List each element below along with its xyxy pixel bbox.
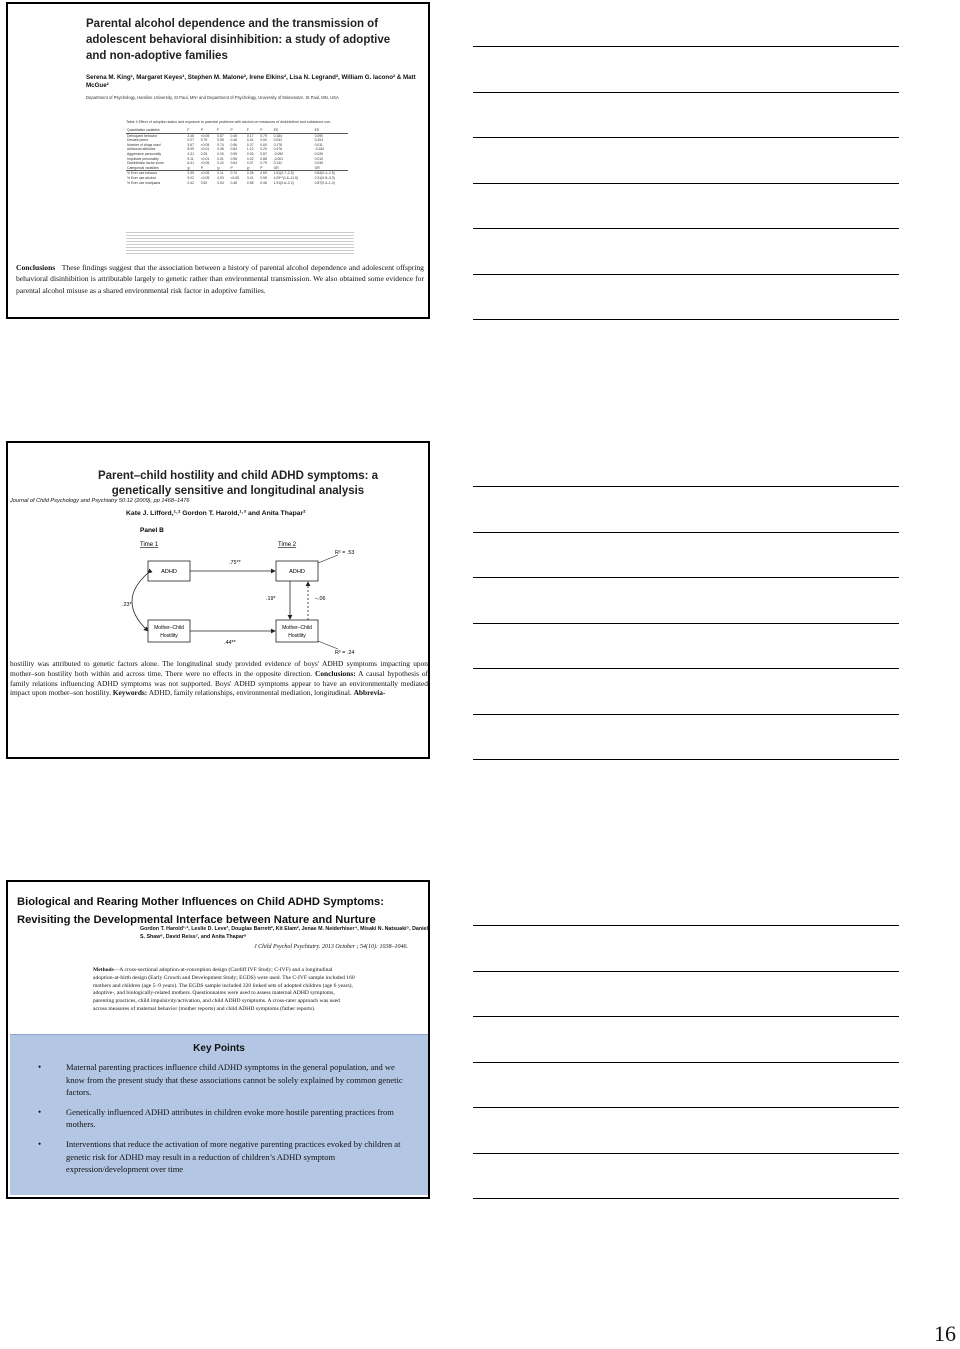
table-cell: P: [200, 166, 216, 171]
table-cell: 4.29**(1.6–11.5): [273, 175, 299, 180]
table-cell: <0.01: [200, 156, 210, 161]
table-cell: 0.84(0.4–2.5): [314, 171, 335, 176]
table-cell: 9.11: [187, 156, 194, 161]
note-line: [473, 183, 899, 184]
hostility-t1-line2: Hostility: [160, 633, 178, 639]
page-number: 16: [934, 1321, 956, 1346]
table-row-label: Disinhibition factor score: [127, 161, 164, 166]
table-cell: 0.22: [246, 156, 254, 161]
table-row-label: % Ever use tobacco: [127, 171, 158, 176]
table-cell: P: [229, 166, 245, 171]
key-points-box: [10, 1034, 428, 1195]
results-table: [126, 128, 348, 185]
slide-3: [6, 880, 430, 1199]
note-line: [473, 623, 899, 624]
key-point: • Maternal parenting practices influence child ADHD symptoms in the general population, and we know from the present study that these associations cannot be solely explained by common genetic factors.: [24, 1061, 414, 1099]
table-cell: 0.039: [314, 161, 324, 166]
abstract-part-3: ADHD, family relationships, environmental mediation, longitudinal.: [147, 688, 354, 698]
r2-top-pointer: [318, 555, 338, 563]
note-line: [473, 486, 899, 487]
time2-label: Time 2: [278, 542, 297, 548]
time1-label: Time 1: [140, 542, 159, 548]
table-cell: 0.79: [200, 138, 208, 143]
note-line: [473, 1153, 899, 1154]
table-cell: 0.184: [273, 133, 283, 138]
table-cell: P: [259, 166, 272, 171]
note-line: [473, 228, 899, 229]
table-cell: 0.57: [217, 133, 224, 138]
adhd-t1-label: ADHD: [161, 569, 177, 575]
table-row-label: Aggressive personality: [127, 151, 162, 156]
table-cell: 0.64: [230, 161, 238, 166]
table-cell: 0.79: [260, 161, 267, 166]
table-cell: P: [200, 128, 216, 133]
table-cell: 0.50: [260, 138, 267, 143]
table-cell: <0.01: [200, 147, 210, 152]
table-cell: χ²: [246, 166, 259, 171]
table-cell: 0.28: [246, 171, 254, 176]
table-cell: F: [246, 128, 259, 133]
table-cell: 2.31: [187, 151, 194, 156]
table-cell: OR: [273, 166, 314, 171]
table-row: [126, 181, 348, 186]
table-row: [126, 152, 348, 157]
slide-1-title: Parental alcohol dependence and the transmission of adolescent behavioral disinhibition: a study of adoptive and non-adoptive families: [86, 18, 391, 62]
abstract-part-1: hostility was attributed to genetic factors alone. The longitudinal study provided evidence of boys' ADHD symptoms impacting upon mother–son hostility both within and across time. There were no effects in the opposite direction.: [10, 659, 428, 678]
path-diagram: [8, 443, 430, 673]
table-cell: ES: [314, 128, 348, 133]
slide-1-affiliation: Department of Psychology, Hamline University, St Paul, MN¹ and Department of Psychology, University of Minnesota², St Paul, MN, USA: [86, 95, 339, 100]
r2-bottom-pointer: [318, 641, 338, 649]
key-points-list: [10, 1061, 414, 1183]
note-line: [473, 1198, 899, 1199]
table-cell: 0.41: [246, 138, 254, 143]
table-cell: 0.07: [187, 138, 194, 143]
table-cell: P: [259, 128, 272, 133]
coef-correlation: .23*: [122, 602, 132, 608]
table-title: Table 4 Effect of adoption status and exposure to parental problems with alcohol on measures of disinhibition and substance use.: [126, 120, 332, 124]
table-cell: 0.53: [217, 180, 224, 185]
note-line: [473, 319, 899, 320]
r2-bottom: R² = .24: [335, 650, 355, 656]
table-cell: <0.05: [200, 142, 210, 147]
table-cell: 0.29: [260, 147, 267, 152]
adhd-t2-label: ADHD: [289, 569, 305, 575]
table-cell: F: [216, 128, 229, 133]
table-cell: ES: [273, 128, 314, 133]
note-line: [473, 759, 899, 760]
hostility-t2-line2: Hostility: [288, 633, 306, 639]
table-cell: P: [229, 128, 245, 133]
table-cell: 0.96: [230, 156, 238, 161]
table-cell: 0.84: [230, 147, 238, 152]
slide-1: [6, 2, 430, 319]
table-cell: 9.02: [187, 175, 194, 180]
table-cell: 3.48: [187, 133, 194, 138]
table-cell: 3.67: [187, 142, 194, 147]
table-cell: 0.46: [230, 138, 238, 143]
table-cell: 0.45: [230, 133, 238, 138]
table-cell: 0.60: [260, 142, 267, 147]
note-line: [473, 714, 899, 715]
coef-adhd: .75**: [229, 560, 241, 566]
slide-3-title: Biological and Rearing Mother Influences on Child ADHD Symptoms: Revisiting the Developmental Interface between Nature and Nurture: [17, 896, 384, 926]
table-cell: 3.41: [246, 175, 254, 180]
slide-3-methods: [93, 967, 355, 1014]
r2-top: R² = .53: [335, 550, 355, 556]
table-cell: OR: [314, 166, 348, 171]
table-cell: 0.87(0.3–1.4): [314, 180, 335, 185]
table-cell: 0.178: [273, 142, 283, 147]
table-cell: 0.010: [314, 156, 324, 161]
table-cell: -0.184: [314, 147, 325, 152]
table-cell: F: [186, 128, 199, 133]
table-cell: 0.79: [260, 133, 267, 138]
table-row-label: % Ever use marijuana: [127, 180, 161, 185]
table-cell: 0.090: [314, 133, 324, 138]
path-correlation: [132, 573, 148, 631]
table-footnote: [126, 230, 354, 254]
table-cell: 0.07: [246, 161, 254, 166]
hostility-t1-line1: Mother–Child: [154, 625, 184, 631]
slide-3-authors: Gordon T. Harold¹·², Leslie D. Leve³, Douglas Barrett², Kit Elam², Jenae M. Neiderhiser⁴, Misaki N. Natsuaki⁵, Daniel S. Shaw⁶, David Reiss⁷, and Anita Thapar⁸: [140, 926, 428, 940]
methods-text: —A cross-sectional adoption-at-conception design (Cardiff IVF Study; C-IVF) and a longitudinal adoption-at-birth design (Early Growth and Development Study; EGDS) were used. The C-IVF sample included 160 mothers and children (age 5–9 years). The EGDS sample included 320 linked sets of adopted children (age 6 years), adoptive-, and biologically-related mothers. Questionnaires were used to assess maternal ADHD symptoms, parenting practices, child impulsivity/activation, and child ADHD symptoms. A cross-rater approach was used across measures of maternal behavior (mother reports) and child ADHD symptoms (father reports).: [93, 967, 355, 1012]
table-cell: 0.42: [187, 180, 194, 185]
table-cell: 1.91(0.6–2.2): [273, 180, 294, 185]
table-cell: 0.99: [230, 151, 238, 156]
table-cell: 0.011: [314, 142, 323, 147]
table-cell: 0.55: [217, 138, 224, 143]
key-points-title: Key Points: [193, 1043, 245, 1054]
coef-cross: .19*: [266, 596, 276, 602]
table-cell: 0.204: [314, 138, 324, 143]
table-cell: 0.11: [217, 171, 224, 176]
table-cell: 0.032: [273, 138, 283, 143]
note-line: [473, 274, 899, 275]
methods-label: Methods: [93, 967, 114, 973]
coef-dashed: –.06: [315, 596, 326, 602]
table-cell: χ²: [186, 166, 199, 171]
note-line: [473, 46, 899, 47]
note-line: [473, 1016, 899, 1017]
note-line: [473, 1062, 899, 1063]
table-cell: 0.026: [314, 151, 324, 156]
table-cell: 0.46: [260, 180, 267, 185]
note-line: [473, 532, 899, 533]
table-cell: 8.99: [187, 147, 194, 152]
slide-3-journal: J Child Psychol Psychiatry. 2013 October ; 54(10): 1038–1046.: [254, 944, 408, 950]
table-cell: <0.05: [230, 175, 240, 180]
table-row-label: Categorical variables: [126, 166, 186, 171]
note-line: [473, 1107, 899, 1108]
table-cell: 0.52: [200, 180, 208, 185]
table-cell: <0.05: [200, 133, 210, 138]
table-cell: <0.05: [200, 171, 210, 176]
table-cell: 0.25: [200, 151, 208, 156]
table-cell: 0.27: [246, 142, 254, 147]
table-cell: 0.03: [246, 151, 254, 156]
table-cell: 0.60: [260, 171, 267, 176]
note-line: [473, 971, 899, 972]
table-cell: <0.05: [200, 175, 210, 180]
table-cell: 0.48: [230, 180, 238, 185]
table-cell: -0.001: [273, 156, 284, 161]
note-line: [473, 668, 899, 669]
table-cell: 2.31(0.8–3.3): [314, 175, 335, 180]
table-cell: 4.93: [217, 175, 224, 180]
table-row-label: Antisocial attitudes: [127, 147, 156, 152]
abstract-abbrev: Abbrevia-: [353, 688, 386, 698]
conclusions-label: Conclusions: [16, 263, 56, 272]
slide-2: [6, 441, 430, 759]
table-cell: 0.74: [230, 171, 238, 176]
table-cell: 0.56: [230, 142, 238, 147]
table-cell: 2.55: [187, 171, 194, 176]
table-cell: 1.51(0.7–2.5): [273, 171, 294, 176]
hostility-t2-line1: Mother–Child: [282, 625, 312, 631]
table-row-label: % Ever use alcohol: [127, 175, 157, 180]
slide-2-authors: Kate J. Lifford,¹·² Gordon T. Harold,¹·³ and Anita Thapar²: [126, 510, 306, 517]
table-cell: 0.01: [217, 156, 224, 161]
slide-2-abstract: [10, 659, 428, 698]
table-cell: -0.090: [273, 151, 284, 156]
table-cell: 1.12: [246, 147, 254, 152]
abstract-part-2: A causal hypothesis of family relations influencing ADHD symptoms was not supported. Boys' ADHD symptoms appear to have an environmentally mediated impact upon mother–son hostility.: [10, 668, 428, 698]
table-cell: 0.88: [260, 156, 267, 161]
table-cell: χ²: [216, 166, 229, 171]
note-line: [473, 925, 899, 926]
key-point: • Interventions that reduce the activation of more negative parenting practices evoked by children at genetic risk for ADHD may result in a reduction of children’s ADHD symptom expression/development over time: [24, 1138, 414, 1176]
note-line: [473, 577, 899, 578]
table-cell: 0.87: [260, 151, 267, 156]
table-cell: 0.00: [217, 151, 224, 156]
table-row-label: Number of drugs used: [127, 142, 161, 147]
table-row-label: Quantitative variables: [126, 128, 186, 133]
table-cell: 0.74: [217, 142, 224, 147]
slide-1-authors: Serena M. King¹, Margaret Keyes², Stephen M. Malone², Irene Elkins², Lisa N. Legrand², William G. Iacono² & Matt McGue²: [86, 74, 416, 89]
table-cell: 6.41: [187, 161, 194, 166]
table-cell: 0.08: [217, 147, 224, 152]
table-cell: 0.55: [246, 180, 254, 185]
table-row-label: Delinquent behavior: [127, 133, 158, 138]
abstract-conclusions-label: Conclusions:: [315, 668, 356, 678]
abstract-keywords-label: Keywords:: [112, 688, 148, 698]
table-cell: 0.22: [217, 161, 224, 166]
table-cell: 0.98: [260, 175, 267, 180]
slide-2-title: Parent–child hostility and child ADHD symptoms: a genetically sensitive and longitudinal analysis: [97, 470, 379, 497]
note-line: [473, 92, 899, 93]
slide-2-journal: Journal of Child Psychology and Psychiatry 50:12 (2009), pp 1468–1476: [10, 498, 190, 504]
slide-1-conclusions: [16, 262, 424, 296]
table-cell: 0.17: [246, 133, 254, 138]
panel-label: Panel B: [140, 527, 164, 534]
table-row-label: Deviant peers: [127, 138, 148, 143]
table-cell: 0.132: [273, 161, 283, 166]
conclusions-text: These findings suggest that the association between a history of parental alcohol dependence and adolescent offspring behavioral disinhibition is attributable largely to genetic rather than environmental transmission. We also obtained some evidence for parental alcohol misuse as a shared environmental risk factor in adoptive families.: [16, 263, 424, 295]
table-row-label: Impulsive personality: [127, 156, 159, 161]
coef-hostility: .44**: [224, 640, 236, 646]
note-line: [473, 137, 899, 138]
table-cell: 0.376: [273, 147, 283, 152]
table-cell: <0.05: [200, 161, 210, 166]
key-point: • Genetically influenced ADHD attributes in children evoke more hostile parenting practices from mothers.: [24, 1106, 414, 1131]
